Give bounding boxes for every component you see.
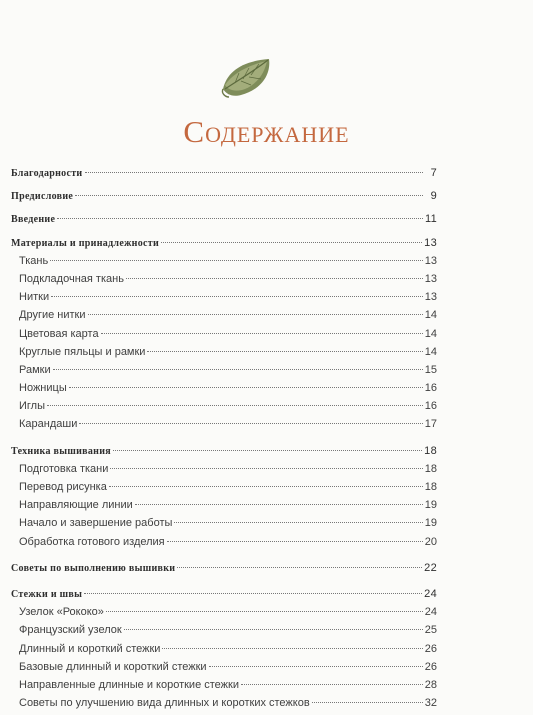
toc-section-entry (11, 445, 437, 463)
toc-page-number: 16 (424, 400, 437, 413)
toc-entry-title: Обработка готового изделия (19, 535, 165, 548)
toc-entry-title: Советы по улучшению вида длинных и коротких стежков (19, 697, 310, 710)
dot-leader (69, 387, 423, 388)
toc-entry-title: Техника вышивания (11, 445, 112, 457)
toc-subentry (11, 481, 437, 499)
toc-entry-title: Введение (11, 214, 56, 226)
toc-entry-title: Советы по выполнению вышивки (11, 562, 176, 574)
toc-page-number: 18 (424, 481, 437, 493)
dot-leader (126, 278, 423, 279)
dot-leader (312, 702, 423, 703)
toc-entry-title: Направленные длинные и короткие стежки (19, 678, 239, 691)
toc-entry-title: Базовые длинный и короткий стежки (19, 660, 207, 673)
toc-subentry (11, 679, 437, 697)
toc-section-entry (11, 588, 437, 606)
toc-entry-title: Узелок «Рококо» (19, 606, 104, 619)
toc-page-number: 14 (424, 345, 437, 358)
dot-leader (161, 242, 422, 243)
toc-subentry (11, 661, 437, 679)
toc-entry-title: Другие нитки (19, 309, 86, 322)
dot-leader (75, 195, 423, 196)
toc-entry-title: Ткань (19, 254, 49, 267)
toc-page-number: 19 (424, 517, 437, 530)
toc-entry-title: Длинный и короткий стежки (19, 642, 161, 655)
toc-subentry (11, 624, 437, 642)
toc-page-number: 13 (424, 272, 437, 285)
toc-section-entry (11, 213, 437, 231)
page-title: Содержание (183, 114, 350, 149)
leaf-icon (219, 55, 275, 101)
dot-leader (174, 522, 422, 523)
toc-page-number: 19 (424, 499, 437, 512)
toc-page-number: 11 (424, 213, 437, 226)
toc-page-number: 26 (424, 642, 437, 655)
toc-subentry (11, 517, 437, 535)
toc-page-number: 17 (424, 418, 437, 431)
dot-leader (162, 648, 422, 649)
toc-subentry (11, 463, 437, 481)
toc-entry-title: Французский узелок (19, 624, 122, 637)
toc-page-number: 28 (424, 678, 437, 691)
toc-subentry (11, 328, 437, 346)
toc-page-number: 18 (424, 462, 437, 475)
toc-entry-title: Подкладочная ткань (19, 272, 124, 285)
toc-page-number: 14 (424, 327, 437, 340)
toc-subentry (11, 643, 437, 661)
toc-page-number: 26 (424, 660, 437, 673)
toc-subentry (11, 382, 437, 400)
dot-leader (135, 504, 423, 505)
dot-leader (47, 405, 423, 406)
toc-section-entry (11, 190, 437, 208)
toc-entry-title: Начало и завершение работы (19, 517, 173, 530)
toc-entry-title: Благодарности (11, 168, 83, 179)
toc-subentry (11, 499, 437, 517)
toc-entry-title: Круглые пяльцы и рамки (19, 345, 146, 358)
toc-page-number: 32 (424, 697, 437, 710)
toc-section-entry (11, 237, 437, 255)
toc-subentry (11, 346, 437, 364)
toc-page-number: 14 (424, 309, 437, 322)
dot-leader (50, 260, 423, 261)
dot-leader (110, 468, 422, 469)
dot-leader (109, 486, 423, 487)
toc-spacer (11, 554, 437, 562)
toc-page-number: 18 (424, 444, 437, 457)
toc-subentry (11, 309, 437, 327)
dot-leader (88, 314, 423, 315)
toc-page-number: 13 (424, 236, 437, 249)
toc-entry-title: Стежки и швы (11, 588, 83, 600)
toc-subentry (11, 400, 437, 418)
toc-entry-title: Подготовка ткани (19, 462, 109, 475)
toc-page-number: 25 (424, 624, 437, 637)
table-of-contents (11, 167, 437, 715)
toc-page-number: 7 (430, 167, 437, 179)
toc-page-number: 20 (424, 535, 437, 548)
dot-leader (84, 593, 422, 594)
toc-page-number: 9 (430, 190, 437, 203)
toc-subentry (11, 255, 437, 273)
dot-leader (113, 450, 422, 451)
dot-leader (85, 172, 424, 173)
toc-spacer (11, 580, 437, 588)
dot-leader (106, 611, 423, 612)
toc-entry-title: Ножницы (19, 382, 67, 395)
toc-entry-title: Перевод рисунка (19, 481, 107, 493)
dot-leader (177, 567, 422, 568)
toc-page-number: 15 (424, 363, 437, 376)
toc-page-number: 13 (424, 291, 437, 304)
toc-page-number: 22 (424, 561, 437, 574)
toc-page-number: 13 (424, 254, 437, 267)
toc-subentry (11, 697, 437, 715)
toc-entry-title: Карандаши (19, 418, 78, 431)
toc-spacer (11, 437, 437, 445)
toc-entry-title: Рамки (19, 363, 51, 376)
toc-section-entry (11, 167, 437, 185)
dot-leader (101, 333, 423, 334)
dot-leader (241, 684, 423, 685)
toc-subentry (11, 418, 437, 436)
toc-page-number: 24 (424, 606, 437, 619)
toc-subentry (11, 364, 437, 382)
dot-leader (124, 629, 423, 630)
toc-entry-title: Иглы (19, 400, 46, 413)
toc-subentry (11, 291, 437, 309)
dot-leader (57, 218, 423, 219)
toc-subentry (11, 606, 437, 624)
dot-leader (53, 369, 423, 370)
toc-entry-title: Цветовая карта (19, 327, 99, 340)
toc-subentry (11, 536, 437, 554)
toc-page-number: 24 (424, 587, 437, 600)
toc-page-number: 16 (424, 382, 437, 395)
dot-leader (147, 351, 422, 352)
toc-section-entry (11, 562, 437, 580)
toc-entry-title: Направляющие линии (19, 499, 133, 512)
dot-leader (209, 666, 423, 667)
toc-subentry (11, 273, 437, 291)
toc-entry-title: Предисловие (11, 191, 74, 203)
toc-entry-title: Нитки (19, 291, 50, 304)
dot-leader (167, 541, 423, 542)
toc-entry-title: Материалы и принадлежности (11, 237, 159, 249)
dot-leader (79, 423, 422, 424)
dot-leader (51, 296, 423, 297)
